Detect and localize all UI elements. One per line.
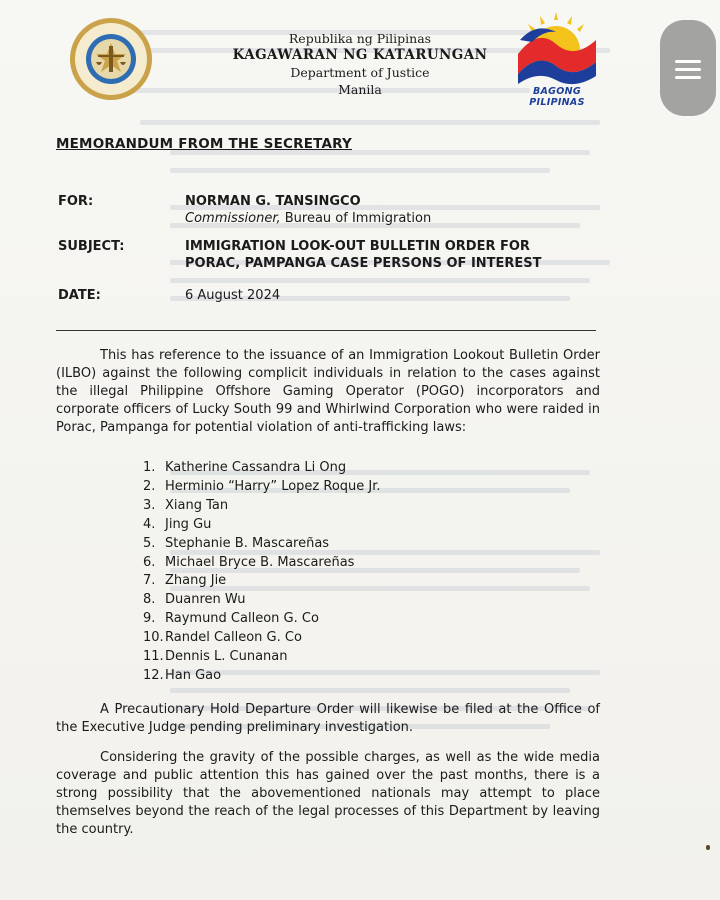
date-label: DATE: [58, 288, 101, 303]
subject-line-2: PORAC, PAMPANGA CASE PERSONS OF INTEREST [185, 256, 542, 271]
list-item: 12.Han Gao [143, 667, 222, 683]
for-label: FOR: [58, 194, 94, 209]
list-item: 7. Zhang Jie [143, 573, 227, 589]
list-item: 10.Randel Calleon G. Co [143, 630, 302, 646]
list-item: 11.Dennis L. Cunanan [143, 649, 288, 665]
memo-title: MEMORANDUM FROM THE SECRETARY [56, 136, 352, 152]
recipient-title: Commissioner, Bureau of Immigration [185, 211, 432, 226]
gravity-paragraph: Considering the gravity of the possible charges, as well as the wide media coverage and public attention this has gained over the past months, there is a strong possibility that the abovementioned nationals may attempt to place themselves beyond the reach of the legal processes of this Department by leaving the country. [56, 750, 600, 837]
doj-seal-logo [68, 16, 154, 102]
bagong-pilipinas-logo [508, 10, 604, 86]
paper-speck [706, 845, 710, 850]
hamburger-menu-icon [675, 60, 701, 63]
list-item: 6. Michael Bryce B. Mascareñas [143, 554, 355, 570]
list-item: 9. Raymund Calleon G. Co [143, 611, 319, 627]
date-value: 6 August 2024 [185, 288, 281, 303]
republic-line: Republika ng Pilipinas [288, 31, 432, 46]
subject-label: SUBJECT: [58, 239, 125, 254]
department-filipino: KAGAWARAN NG KATARUNGAN [232, 47, 488, 63]
bagong-pilipinas-wordmark: BAGONG PILIPINAS [529, 86, 585, 108]
hold-order-paragraph: A Precautionary Hold Departure Order will likewise be filed at the Office of the Executive Judge pending preliminary investigation. [56, 702, 600, 735]
divider-line [56, 330, 596, 331]
list-item: 2. Herminio “Harry” Lopez Roque Jr. [143, 478, 381, 494]
list-item: 5. Stephanie B. Mascareñas [143, 535, 330, 551]
recipient-name: NORMAN G. TANSINGCO [185, 194, 361, 209]
list-item: 1. Katherine Cassandra Li Ong [143, 460, 347, 475]
list-item: 3. Xiang Tan [143, 497, 229, 513]
city-line: Manila [338, 82, 382, 97]
intro-paragraph: This has reference to the issuance of an Immigration Lookout Bulletin Order (ILBO) against the following complicit individuals in relation to the cases against the illegal Philippine Offshore Gaming Operator (POGO) incorporators and corporate officers of Lucky South 99 and Whirlwind Corporation who were raided in Porac, Pampanga for potential violation of anti-trafficking laws: [56, 348, 600, 435]
letterhead [200, 30, 520, 98]
persons-of-interest-list [143, 459, 381, 686]
list-item: 8. Duanren Wu [143, 592, 246, 608]
department-english: Department of Justice [290, 65, 430, 80]
list-item: 4. Jing Gu [143, 516, 212, 532]
subject-line-1: IMMIGRATION LOOK-OUT BULLETIN ORDER FOR [185, 239, 530, 254]
hamburger-menu-button[interactable] [660, 20, 716, 116]
